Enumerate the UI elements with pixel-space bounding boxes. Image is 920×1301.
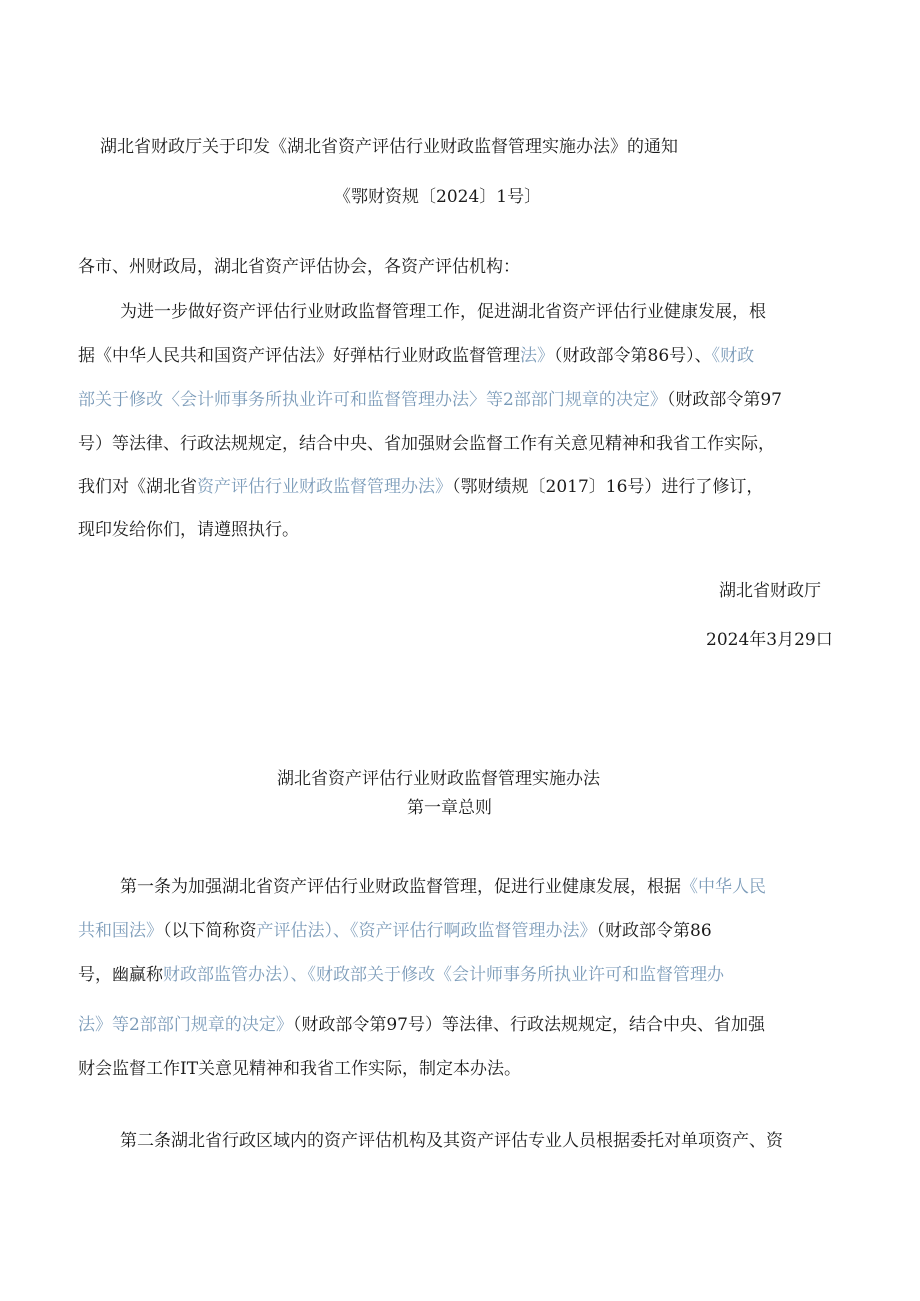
doc-number: 《鄂财资规〔2024〕1号〕	[334, 187, 542, 207]
text-run: （财政部令第86	[596, 921, 712, 941]
text-run: （财政部令第97号）等法律、行政法规规定，结合中央、省加强	[292, 1015, 765, 1035]
signature: 湖北省财政厅	[719, 581, 821, 601]
law-link[interactable]: 财政部监管办法）、《财政部关于修改《会计师事务所执业许可和监督管理办	[163, 965, 724, 985]
article-line: 财会监督工作IT关意见精神和我省工作实际，制定本办法。	[78, 1059, 522, 1079]
text-run: （财政部令第97	[666, 390, 782, 410]
law-link[interactable]: 共和国法》	[78, 921, 163, 941]
text-run: （以下简称资	[163, 921, 257, 941]
notice-body-line	[78, 476, 763, 498]
law-link[interactable]: 资产评估行业财政监督管理办法》	[197, 477, 452, 497]
article-line	[78, 920, 712, 942]
notice-body-line	[78, 345, 754, 367]
measures-title: 湖北省资产评估行业财政监督管理实施办法	[277, 769, 600, 789]
article-line: 第二条湖北省行政区域内的资产评估机构及其资产评估专业人员根据委托对单项资产、资	[120, 1131, 783, 1151]
law-link[interactable]: 《中华人民	[681, 877, 766, 897]
article-line	[120, 876, 766, 898]
law-link[interactable]: 产评估法）、《资产评估行啊政监督管理办法》	[256, 921, 597, 941]
notice-body-line	[78, 389, 782, 411]
law-link[interactable]: 法》等2部部门规章的决定》	[78, 1015, 293, 1035]
text-run: （财政部令第86号）、	[554, 346, 712, 366]
salutation: 各市、州财政局，湖北省资产评估协会，各资产评估机构：	[78, 257, 520, 277]
notice-title: 湖北省财政厅关于印发《湖北省资产评估行业财政监督管理实施办法》的通知	[100, 137, 678, 157]
date: 2024年3月29口	[706, 630, 833, 650]
notice-body-line: 现印发给你们，请遵照执行。	[78, 520, 299, 540]
article-line	[78, 964, 724, 986]
text-run: （鄂财绩规〔2017〕16号）进行了修订，	[452, 477, 764, 497]
law-link[interactable]: 法》	[520, 346, 554, 366]
law-link[interactable]: 部关于修改〈会计师事务所执业许可和监督管理办法〉等2部部门规章的决定》	[78, 390, 667, 410]
notice-body-line: 为进一步做好资产评估行业财政监督管理工作，促进湖北省资产评估行业健康发展，根	[120, 302, 766, 322]
text-run: 据《中华人民共和国资产评估法》好弹枯行业财政监督管理	[78, 346, 520, 366]
text-run: 我们对《湖北省	[78, 477, 197, 497]
chapter-title: 第一章总则	[407, 798, 492, 818]
law-link[interactable]: 《财政	[711, 346, 755, 366]
text-run: 第一条为加强湖北省资产评估行业财政监督管理，促进行业健康发展，根据	[120, 877, 681, 897]
text-run: 号，幽赢称	[78, 965, 163, 985]
article-line	[78, 1014, 765, 1036]
notice-body-line: 号）等法律、行政法规规定，结合中央、省加强财会监督工作有关意见精神和我省工作实际，	[78, 434, 775, 454]
